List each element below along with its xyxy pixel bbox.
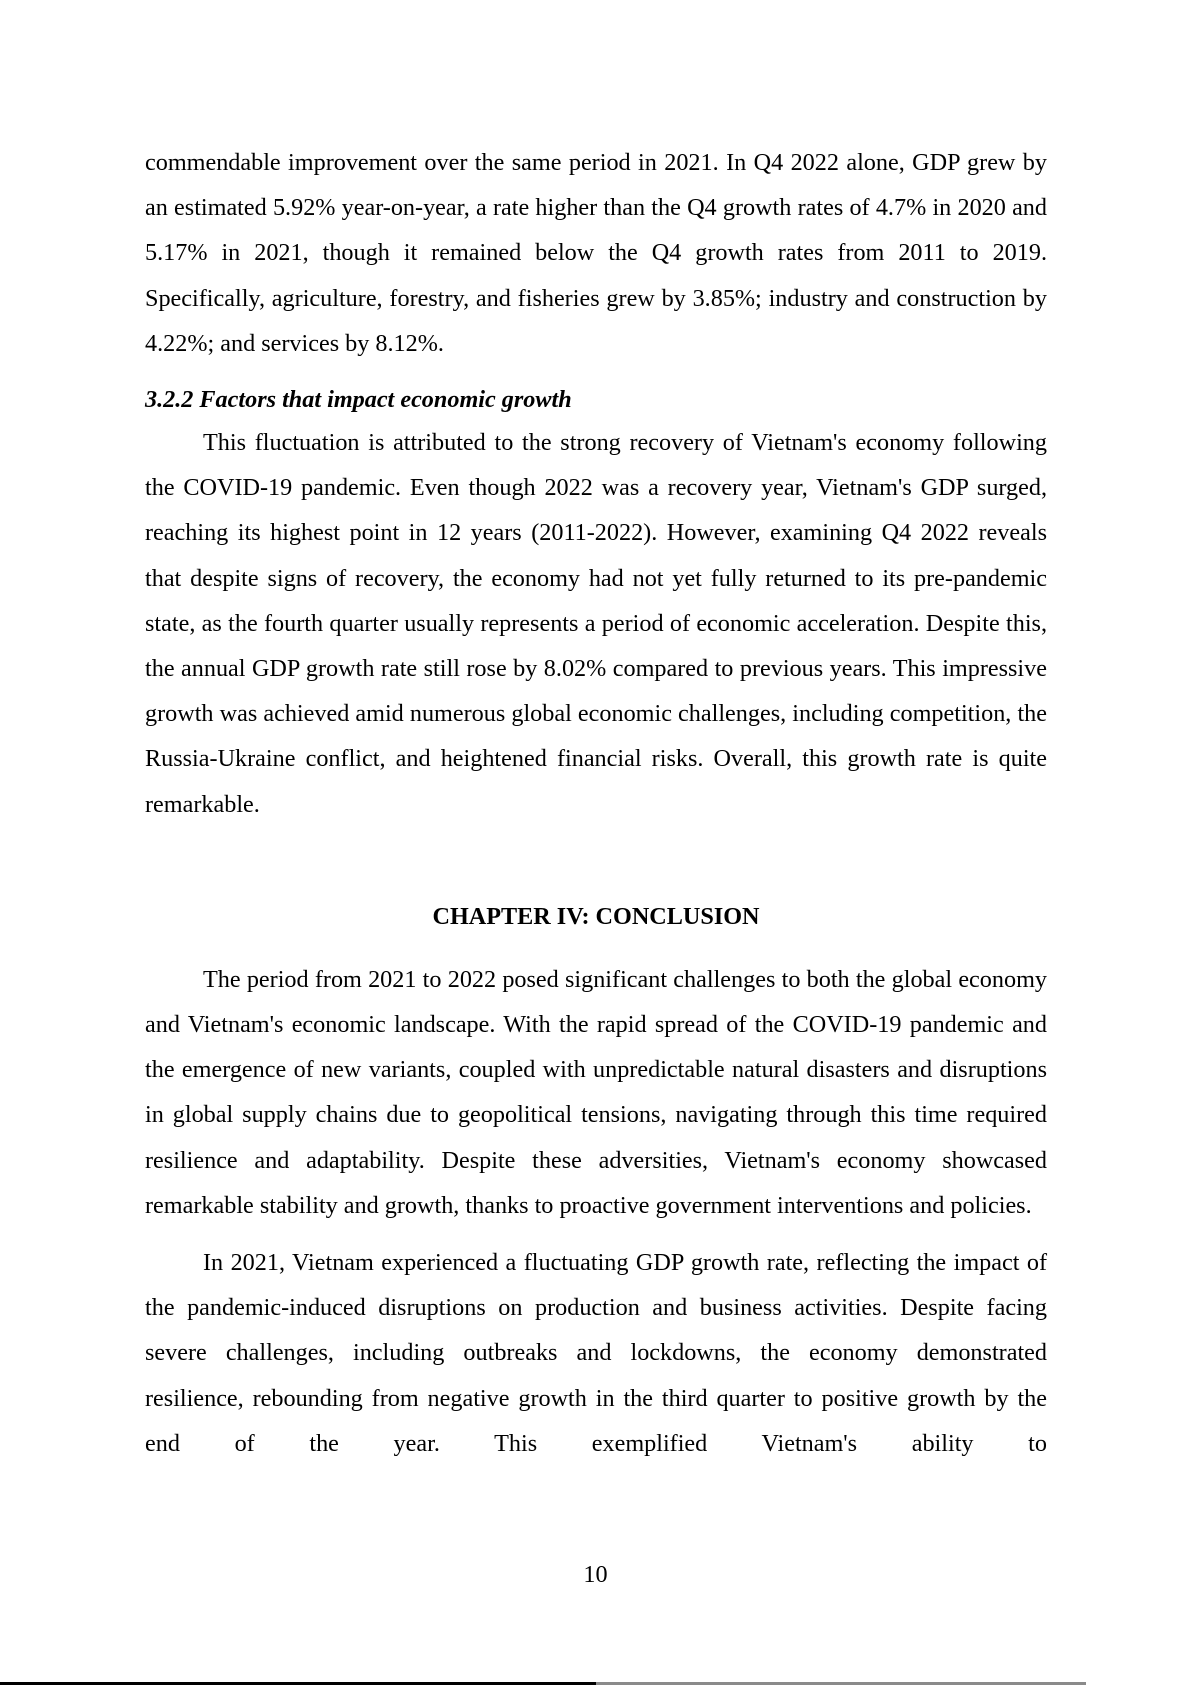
spacer xyxy=(145,937,1047,957)
conclusion-paragraph-1: The period from 2021 to 2022 posed significant challenges to both the global economy and Vietnam's economic landscape. With the rapid spread of the COVID-19 pandemic and the emergence of new variants, coupled with unpredictable natural disasters and disruptions in global supply chains due to geopolitical tensions, navigating through this time required resilience and adaptability. Despite these adversities, Vietnam's economy showcased remarkable stability and growth, thanks to proactive government interventions and policies. xyxy=(145,965,1047,1219)
page-number: 10 xyxy=(583,1561,608,1588)
document-page xyxy=(145,140,1047,1466)
section-paragraph: This fluctuation is attributed to the strong recovery of Vietnam's economy following the COVID-19 pandemic. Even though 2022 was a recovery year, Vietnam's GDP surged, reaching its highest point in 12 years (2011-2022). However, examining Q4 2022 reveals that despite signs of recovery, the economy had not yet fully returned to its pre-pandemic state, as the fourth quarter usually represents a period of economic acceleration. Despite this, the annual GDP growth rate still rose by 8.02% compared to previous years. This impressive growth was achieved amid numerous global economic challenges, including competition, the Russia-Ukraine conflict, and heightened financial risks. Overall, this growth rate is quite remarkable. xyxy=(145,429,1047,818)
spacer xyxy=(145,1228,1047,1240)
conclusion-paragraph-2: In 2021, Vietnam experienced a fluctuating GDP growth rate, reflecting the impact of the pandemic-induced disruptions on production and business activities. Despite facing severe challenges, including outbreaks and lockdowns, the economy demonstrated resilience, rebounding from negative growth in the third quarter to positive growth by the end of the year. This exemplified Vietnam's ability to xyxy=(145,1249,1047,1457)
chapter-title: CHAPTER IV: CONCLUSION xyxy=(432,902,760,930)
section-heading: 3.2.2 Factors that impact economic growth xyxy=(145,386,572,414)
continuation-paragraph: commendable improvement over the same period in 2021. In Q4 2022 alone, GDP grew by an estimated 5.92% year-on-year, a rate higher than the Q4 growth rates of 4.7% in 2020 and 5.17% in 2021, though it remained below the Q4 growth rates from 2011 to 2019. Specifically, agriculture, forestry, and fisheries grew by 3.85%; industry and construction by 4.22%; and services by 8.12%. xyxy=(145,149,1047,357)
